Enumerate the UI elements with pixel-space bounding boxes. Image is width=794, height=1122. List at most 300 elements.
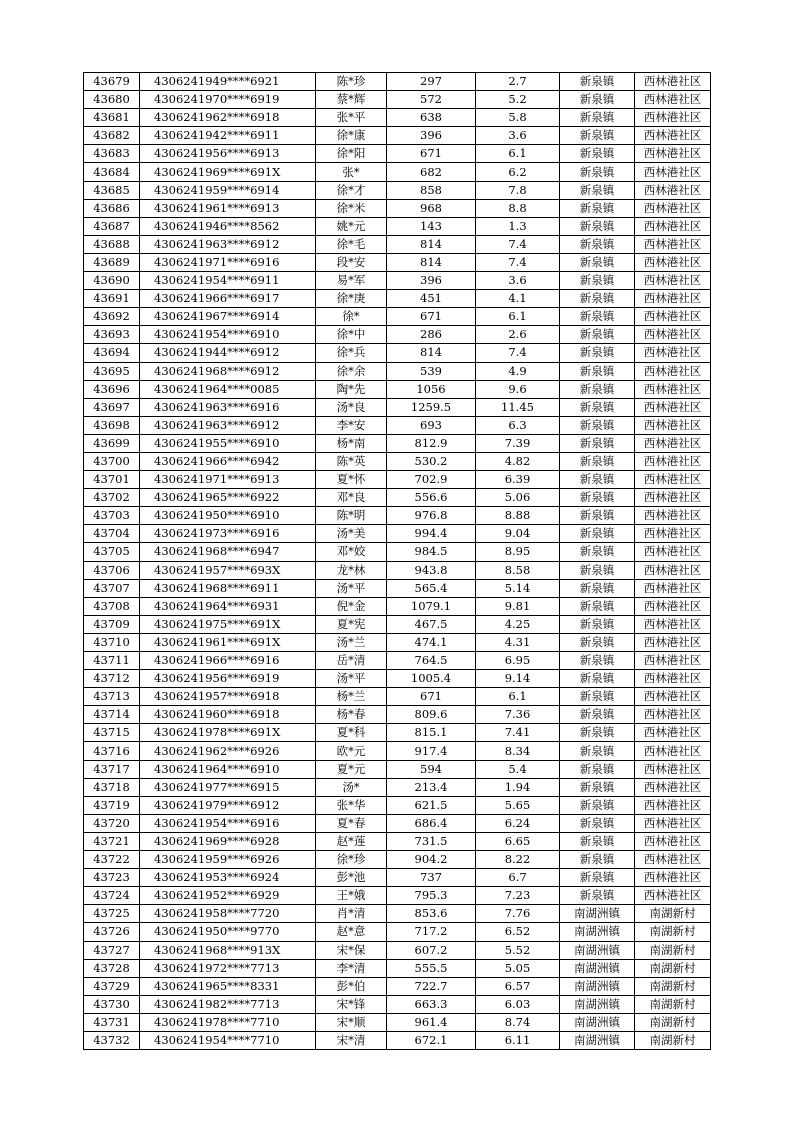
cell-id-number: 4306241967****6914 bbox=[140, 308, 316, 326]
table-row bbox=[84, 344, 711, 362]
cell-area: 2.6 bbox=[476, 326, 560, 344]
cell-township: 新泉镇 bbox=[560, 253, 635, 271]
cell-name: 徐*米 bbox=[316, 199, 387, 217]
cell-area: 5.06 bbox=[476, 489, 560, 507]
cell-serial-number: 43685 bbox=[84, 181, 140, 199]
cell-serial-number: 43707 bbox=[84, 579, 140, 597]
cell-amount: 702.9 bbox=[387, 471, 476, 489]
cell-township: 南湖洲镇 bbox=[560, 995, 635, 1013]
cell-id-number: 4306241964****6931 bbox=[140, 597, 316, 615]
cell-area: 7.39 bbox=[476, 434, 560, 452]
cell-amount: 638 bbox=[387, 109, 476, 127]
data-table bbox=[83, 72, 711, 1050]
cell-serial-number: 43731 bbox=[84, 1013, 140, 1031]
cell-name: 汤*兰 bbox=[316, 633, 387, 651]
cell-area: 5.2 bbox=[476, 91, 560, 109]
cell-township: 新泉镇 bbox=[560, 814, 635, 832]
cell-township: 新泉镇 bbox=[560, 869, 635, 887]
cell-township: 新泉镇 bbox=[560, 615, 635, 633]
cell-community: 西林港社区 bbox=[635, 380, 711, 398]
cell-area: 8.74 bbox=[476, 1013, 560, 1031]
table-row bbox=[84, 308, 711, 326]
table-row bbox=[84, 416, 711, 434]
cell-serial-number: 43679 bbox=[84, 73, 140, 91]
cell-area: 6.2 bbox=[476, 163, 560, 181]
cell-id-number: 4306241973****6916 bbox=[140, 525, 316, 543]
cell-serial-number: 43700 bbox=[84, 452, 140, 470]
cell-township: 新泉镇 bbox=[560, 760, 635, 778]
table-row bbox=[84, 127, 711, 145]
cell-serial-number: 43694 bbox=[84, 344, 140, 362]
cell-amount: 297 bbox=[387, 73, 476, 91]
cell-id-number: 4306241957****693X bbox=[140, 561, 316, 579]
cell-serial-number: 43688 bbox=[84, 235, 140, 253]
cell-id-number: 4306241977****6915 bbox=[140, 778, 316, 796]
cell-area: 8.95 bbox=[476, 543, 560, 561]
cell-serial-number: 43716 bbox=[84, 742, 140, 760]
cell-id-number: 4306241954****6916 bbox=[140, 814, 316, 832]
table-row bbox=[84, 362, 711, 380]
cell-serial-number: 43683 bbox=[84, 145, 140, 163]
cell-amount: 1259.5 bbox=[387, 398, 476, 416]
cell-amount: 396 bbox=[387, 272, 476, 290]
cell-township: 新泉镇 bbox=[560, 416, 635, 434]
cell-community: 南湖新村 bbox=[635, 905, 711, 923]
cell-community: 西林港社区 bbox=[635, 543, 711, 561]
table-row bbox=[84, 561, 711, 579]
cell-township: 新泉镇 bbox=[560, 688, 635, 706]
table-row bbox=[84, 724, 711, 742]
cell-community: 南湖新村 bbox=[635, 977, 711, 995]
cell-amount: 722.7 bbox=[387, 977, 476, 995]
table-row bbox=[84, 109, 711, 127]
cell-area: 9.81 bbox=[476, 597, 560, 615]
cell-township: 新泉镇 bbox=[560, 272, 635, 290]
cell-area: 6.03 bbox=[476, 995, 560, 1013]
cell-community: 南湖新村 bbox=[635, 923, 711, 941]
cell-id-number: 4306241962****6926 bbox=[140, 742, 316, 760]
table-row bbox=[84, 887, 711, 905]
cell-serial-number: 43715 bbox=[84, 724, 140, 742]
cell-community: 西林港社区 bbox=[635, 633, 711, 651]
cell-name: 夏*怀 bbox=[316, 471, 387, 489]
cell-serial-number: 43717 bbox=[84, 760, 140, 778]
cell-name: 徐*才 bbox=[316, 181, 387, 199]
cell-township: 新泉镇 bbox=[560, 181, 635, 199]
cell-township: 新泉镇 bbox=[560, 326, 635, 344]
cell-id-number: 4306241950****6910 bbox=[140, 507, 316, 525]
cell-id-number: 4306241944****6912 bbox=[140, 344, 316, 362]
cell-serial-number: 43714 bbox=[84, 706, 140, 724]
cell-area: 9.04 bbox=[476, 525, 560, 543]
table-row bbox=[84, 778, 711, 796]
cell-name: 汤*良 bbox=[316, 398, 387, 416]
table-row bbox=[84, 615, 711, 633]
cell-area: 1.3 bbox=[476, 217, 560, 235]
cell-serial-number: 43704 bbox=[84, 525, 140, 543]
cell-amount: 795.3 bbox=[387, 887, 476, 905]
cell-community: 西林港社区 bbox=[635, 670, 711, 688]
cell-community: 西林港社区 bbox=[635, 109, 711, 127]
cell-amount: 467.5 bbox=[387, 615, 476, 633]
cell-amount: 814 bbox=[387, 235, 476, 253]
cell-amount: 943.8 bbox=[387, 561, 476, 579]
cell-serial-number: 43696 bbox=[84, 380, 140, 398]
cell-serial-number: 43705 bbox=[84, 543, 140, 561]
cell-community: 西林港社区 bbox=[635, 832, 711, 850]
cell-amount: 530.2 bbox=[387, 452, 476, 470]
cell-serial-number: 43720 bbox=[84, 814, 140, 832]
cell-amount: 917.4 bbox=[387, 742, 476, 760]
cell-name: 李*清 bbox=[316, 959, 387, 977]
cell-serial-number: 43724 bbox=[84, 887, 140, 905]
cell-township: 南湖洲镇 bbox=[560, 1013, 635, 1031]
cell-name: 徐* bbox=[316, 308, 387, 326]
cell-name: 徐*余 bbox=[316, 362, 387, 380]
cell-serial-number: 43686 bbox=[84, 199, 140, 217]
cell-township: 新泉镇 bbox=[560, 597, 635, 615]
cell-amount: 607.2 bbox=[387, 941, 476, 959]
cell-amount: 976.8 bbox=[387, 507, 476, 525]
cell-id-number: 4306241959****6926 bbox=[140, 851, 316, 869]
cell-serial-number: 43684 bbox=[84, 163, 140, 181]
cell-township: 南湖洲镇 bbox=[560, 1031, 635, 1049]
cell-serial-number: 43722 bbox=[84, 851, 140, 869]
cell-name: 宋*保 bbox=[316, 941, 387, 959]
cell-name: 夏*春 bbox=[316, 814, 387, 832]
cell-township: 新泉镇 bbox=[560, 832, 635, 850]
cell-name: 段*安 bbox=[316, 253, 387, 271]
table-row bbox=[84, 253, 711, 271]
cell-amount: 858 bbox=[387, 181, 476, 199]
cell-serial-number: 43732 bbox=[84, 1031, 140, 1049]
cell-name: 宋*清 bbox=[316, 1031, 387, 1049]
cell-serial-number: 43710 bbox=[84, 633, 140, 651]
cell-amount: 672.1 bbox=[387, 1031, 476, 1049]
table-body bbox=[84, 73, 711, 1050]
cell-name: 易*军 bbox=[316, 272, 387, 290]
cell-serial-number: 43695 bbox=[84, 362, 140, 380]
cell-serial-number: 43681 bbox=[84, 109, 140, 127]
cell-serial-number: 43719 bbox=[84, 796, 140, 814]
table-row bbox=[84, 796, 711, 814]
cell-amount: 984.5 bbox=[387, 543, 476, 561]
cell-community: 西林港社区 bbox=[635, 163, 711, 181]
cell-name: 汤* bbox=[316, 778, 387, 796]
cell-serial-number: 43708 bbox=[84, 597, 140, 615]
cell-name: 徐*康 bbox=[316, 127, 387, 145]
cell-name: 汤*平 bbox=[316, 670, 387, 688]
cell-name: 徐*珍 bbox=[316, 851, 387, 869]
cell-id-number: 4306241968****913X bbox=[140, 941, 316, 959]
table-row bbox=[84, 851, 711, 869]
cell-name: 倪*金 bbox=[316, 597, 387, 615]
cell-area: 7.4 bbox=[476, 235, 560, 253]
table-row bbox=[84, 326, 711, 344]
cell-community: 西林港社区 bbox=[635, 706, 711, 724]
cell-township: 新泉镇 bbox=[560, 235, 635, 253]
cell-area: 5.14 bbox=[476, 579, 560, 597]
cell-township: 新泉镇 bbox=[560, 344, 635, 362]
cell-amount: 994.4 bbox=[387, 525, 476, 543]
cell-area: 7.76 bbox=[476, 905, 560, 923]
table-row bbox=[84, 507, 711, 525]
cell-serial-number: 43691 bbox=[84, 290, 140, 308]
cell-area: 1.94 bbox=[476, 778, 560, 796]
cell-amount: 213.4 bbox=[387, 778, 476, 796]
table-row bbox=[84, 706, 711, 724]
table-row bbox=[84, 181, 711, 199]
cell-area: 5.8 bbox=[476, 109, 560, 127]
cell-serial-number: 43723 bbox=[84, 869, 140, 887]
cell-area: 4.25 bbox=[476, 615, 560, 633]
cell-community: 南湖新村 bbox=[635, 941, 711, 959]
cell-name: 杨*兰 bbox=[316, 688, 387, 706]
table-row bbox=[84, 272, 711, 290]
table-row bbox=[84, 525, 711, 543]
cell-township: 新泉镇 bbox=[560, 127, 635, 145]
cell-township: 新泉镇 bbox=[560, 109, 635, 127]
cell-area: 7.23 bbox=[476, 887, 560, 905]
cell-amount: 555.5 bbox=[387, 959, 476, 977]
cell-township: 南湖洲镇 bbox=[560, 941, 635, 959]
cell-amount: 572 bbox=[387, 91, 476, 109]
cell-name: 王*娥 bbox=[316, 887, 387, 905]
cell-name: 邓*良 bbox=[316, 489, 387, 507]
cell-township: 新泉镇 bbox=[560, 724, 635, 742]
cell-amount: 812.9 bbox=[387, 434, 476, 452]
cell-serial-number: 43692 bbox=[84, 308, 140, 326]
cell-township: 新泉镇 bbox=[560, 851, 635, 869]
cell-name: 陈*明 bbox=[316, 507, 387, 525]
cell-amount: 853.6 bbox=[387, 905, 476, 923]
cell-area: 4.1 bbox=[476, 290, 560, 308]
cell-township: 新泉镇 bbox=[560, 525, 635, 543]
cell-amount: 671 bbox=[387, 145, 476, 163]
cell-id-number: 4306241968****6947 bbox=[140, 543, 316, 561]
cell-amount: 663.3 bbox=[387, 995, 476, 1013]
cell-community: 西林港社区 bbox=[635, 217, 711, 235]
cell-id-number: 4306241956****6913 bbox=[140, 145, 316, 163]
cell-amount: 451 bbox=[387, 290, 476, 308]
cell-community: 西林港社区 bbox=[635, 362, 711, 380]
cell-id-number: 4306241962****6918 bbox=[140, 109, 316, 127]
cell-community: 西林港社区 bbox=[635, 597, 711, 615]
cell-area: 6.1 bbox=[476, 688, 560, 706]
cell-community: 西林港社区 bbox=[635, 760, 711, 778]
cell-amount: 474.1 bbox=[387, 633, 476, 651]
cell-area: 8.88 bbox=[476, 507, 560, 525]
cell-name: 徐*庚 bbox=[316, 290, 387, 308]
cell-community: 西林港社区 bbox=[635, 235, 711, 253]
cell-area: 4.9 bbox=[476, 362, 560, 380]
cell-name: 夏*科 bbox=[316, 724, 387, 742]
cell-serial-number: 43697 bbox=[84, 398, 140, 416]
cell-community: 西林港社区 bbox=[635, 652, 711, 670]
cell-community: 西林港社区 bbox=[635, 199, 711, 217]
cell-township: 新泉镇 bbox=[560, 380, 635, 398]
cell-id-number: 4306241968****6912 bbox=[140, 362, 316, 380]
cell-township: 新泉镇 bbox=[560, 308, 635, 326]
cell-id-number: 4306241975****691X bbox=[140, 615, 316, 633]
cell-community: 西林港社区 bbox=[635, 181, 711, 199]
cell-id-number: 4306241966****6942 bbox=[140, 452, 316, 470]
cell-name: 徐*中 bbox=[316, 326, 387, 344]
cell-amount: 143 bbox=[387, 217, 476, 235]
cell-name: 陈*珍 bbox=[316, 73, 387, 91]
cell-community: 西林港社区 bbox=[635, 416, 711, 434]
cell-name: 徐*兵 bbox=[316, 344, 387, 362]
cell-township: 新泉镇 bbox=[560, 471, 635, 489]
cell-area: 6.95 bbox=[476, 652, 560, 670]
cell-name: 蔡*辉 bbox=[316, 91, 387, 109]
cell-name: 宋*锋 bbox=[316, 995, 387, 1013]
cell-area: 6.52 bbox=[476, 923, 560, 941]
cell-area: 5.4 bbox=[476, 760, 560, 778]
cell-community: 西林港社区 bbox=[635, 742, 711, 760]
cell-id-number: 4306241946****8562 bbox=[140, 217, 316, 235]
cell-township: 新泉镇 bbox=[560, 362, 635, 380]
cell-area: 4.31 bbox=[476, 633, 560, 651]
cell-community: 西林港社区 bbox=[635, 525, 711, 543]
table-row bbox=[84, 941, 711, 959]
cell-community: 西林港社区 bbox=[635, 851, 711, 869]
cell-name: 张*平 bbox=[316, 109, 387, 127]
cell-amount: 814 bbox=[387, 253, 476, 271]
cell-id-number: 4306241949****6921 bbox=[140, 73, 316, 91]
cell-community: 西林港社区 bbox=[635, 579, 711, 597]
cell-area: 7.4 bbox=[476, 253, 560, 271]
cell-area: 7.8 bbox=[476, 181, 560, 199]
table-row bbox=[84, 869, 711, 887]
cell-id-number: 4306241954****6911 bbox=[140, 272, 316, 290]
table-row bbox=[84, 597, 711, 615]
cell-amount: 594 bbox=[387, 760, 476, 778]
cell-id-number: 4306241982****7713 bbox=[140, 995, 316, 1013]
cell-serial-number: 43711 bbox=[84, 652, 140, 670]
cell-amount: 904.2 bbox=[387, 851, 476, 869]
cell-township: 新泉镇 bbox=[560, 670, 635, 688]
table-row bbox=[84, 471, 711, 489]
cell-id-number: 4306241961****691X bbox=[140, 633, 316, 651]
cell-id-number: 4306241972****7713 bbox=[140, 959, 316, 977]
cell-community: 西林港社区 bbox=[635, 778, 711, 796]
cell-amount: 286 bbox=[387, 326, 476, 344]
cell-amount: 1079.1 bbox=[387, 597, 476, 615]
cell-id-number: 4306241970****6919 bbox=[140, 91, 316, 109]
table-row bbox=[84, 380, 711, 398]
cell-township: 新泉镇 bbox=[560, 145, 635, 163]
cell-name: 岳*清 bbox=[316, 652, 387, 670]
cell-id-number: 4306241965****6922 bbox=[140, 489, 316, 507]
cell-amount: 671 bbox=[387, 688, 476, 706]
cell-area: 8.58 bbox=[476, 561, 560, 579]
cell-id-number: 4306241966****6916 bbox=[140, 652, 316, 670]
cell-township: 新泉镇 bbox=[560, 796, 635, 814]
cell-name: 肖*清 bbox=[316, 905, 387, 923]
table-row bbox=[84, 91, 711, 109]
cell-id-number: 4306241954****6910 bbox=[140, 326, 316, 344]
table-row bbox=[84, 1013, 711, 1031]
cell-township: 新泉镇 bbox=[560, 452, 635, 470]
cell-community: 西林港社区 bbox=[635, 253, 711, 271]
cell-id-number: 4306241961****6913 bbox=[140, 199, 316, 217]
cell-name: 陶*先 bbox=[316, 380, 387, 398]
cell-community: 西林港社区 bbox=[635, 869, 711, 887]
cell-serial-number: 43726 bbox=[84, 923, 140, 941]
cell-amount: 621.5 bbox=[387, 796, 476, 814]
cell-community: 西林港社区 bbox=[635, 452, 711, 470]
cell-name: 夏*宪 bbox=[316, 615, 387, 633]
cell-township: 新泉镇 bbox=[560, 489, 635, 507]
cell-township: 南湖洲镇 bbox=[560, 959, 635, 977]
cell-community: 西林港社区 bbox=[635, 91, 711, 109]
cell-community: 西林港社区 bbox=[635, 434, 711, 452]
cell-id-number: 4306241960****6918 bbox=[140, 706, 316, 724]
cell-name: 宋*顺 bbox=[316, 1013, 387, 1031]
cell-id-number: 4306241979****6912 bbox=[140, 796, 316, 814]
cell-serial-number: 43725 bbox=[84, 905, 140, 923]
cell-community: 西林港社区 bbox=[635, 724, 711, 742]
cell-amount: 565.4 bbox=[387, 579, 476, 597]
cell-serial-number: 43680 bbox=[84, 91, 140, 109]
cell-name: 李*安 bbox=[316, 416, 387, 434]
cell-community: 西林港社区 bbox=[635, 796, 711, 814]
cell-township: 新泉镇 bbox=[560, 579, 635, 597]
cell-serial-number: 43729 bbox=[84, 977, 140, 995]
cell-serial-number: 43712 bbox=[84, 670, 140, 688]
cell-community: 西林港社区 bbox=[635, 887, 711, 905]
cell-serial-number: 43727 bbox=[84, 941, 140, 959]
cell-community: 西林港社区 bbox=[635, 471, 711, 489]
cell-area: 8.22 bbox=[476, 851, 560, 869]
cell-area: 5.65 bbox=[476, 796, 560, 814]
cell-name: 杨*南 bbox=[316, 434, 387, 452]
cell-area: 11.45 bbox=[476, 398, 560, 416]
cell-community: 西林港社区 bbox=[635, 308, 711, 326]
table-row bbox=[84, 145, 711, 163]
cell-id-number: 4306241942****6911 bbox=[140, 127, 316, 145]
cell-id-number: 4306241978****7710 bbox=[140, 1013, 316, 1031]
cell-area: 9.14 bbox=[476, 670, 560, 688]
cell-community: 南湖新村 bbox=[635, 1013, 711, 1031]
cell-community: 西林港社区 bbox=[635, 814, 711, 832]
cell-name: 杨*春 bbox=[316, 706, 387, 724]
table-row bbox=[84, 633, 711, 651]
cell-serial-number: 43693 bbox=[84, 326, 140, 344]
cell-community: 西林港社区 bbox=[635, 688, 711, 706]
table-row bbox=[84, 832, 711, 850]
cell-amount: 737 bbox=[387, 869, 476, 887]
table-row bbox=[84, 290, 711, 308]
cell-name: 龙*林 bbox=[316, 561, 387, 579]
cell-serial-number: 43730 bbox=[84, 995, 140, 1013]
cell-serial-number: 43699 bbox=[84, 434, 140, 452]
table-row bbox=[84, 489, 711, 507]
table-row bbox=[84, 977, 711, 995]
cell-name: 徐*阳 bbox=[316, 145, 387, 163]
cell-serial-number: 43682 bbox=[84, 127, 140, 145]
cell-id-number: 4306241971****6916 bbox=[140, 253, 316, 271]
cell-serial-number: 43709 bbox=[84, 615, 140, 633]
cell-township: 新泉镇 bbox=[560, 217, 635, 235]
cell-amount: 961.4 bbox=[387, 1013, 476, 1031]
table-row bbox=[84, 688, 711, 706]
cell-amount: 682 bbox=[387, 163, 476, 181]
cell-amount: 1005.4 bbox=[387, 670, 476, 688]
cell-serial-number: 43690 bbox=[84, 272, 140, 290]
cell-amount: 1056 bbox=[387, 380, 476, 398]
